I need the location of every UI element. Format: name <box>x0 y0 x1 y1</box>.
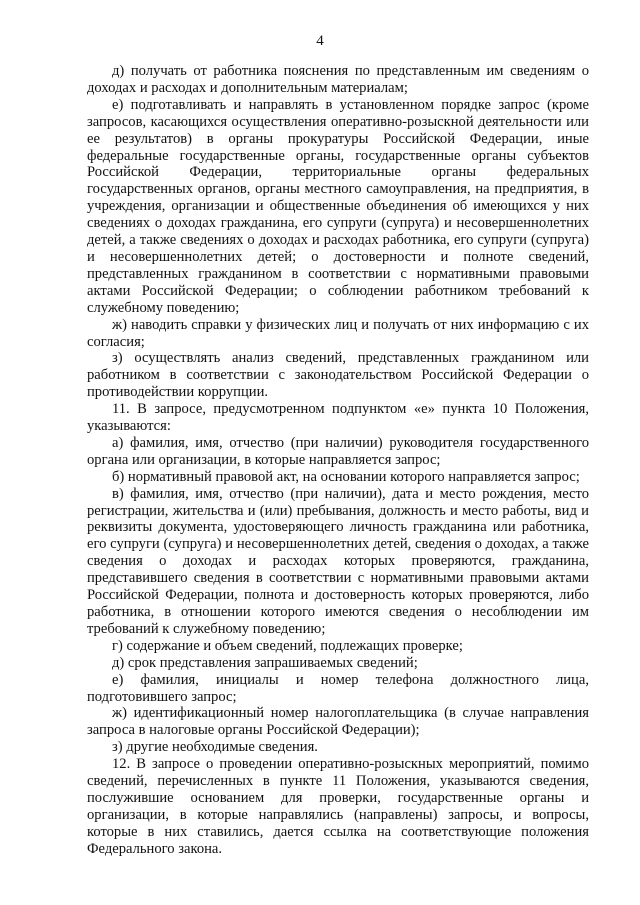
document-body <box>87 63 589 858</box>
paragraph-11z: з) другие необходимые сведения. <box>112 739 318 756</box>
paragraph-11b: б) нормативный правовой акт, на основании которого направляется запрос; <box>112 468 580 485</box>
paragraph-11e: е) фамилия, инициалы и номер телефона должностного лица, подготовившего запрос; <box>87 671 589 705</box>
paragraph-10zh: ж) наводить справки у физических лиц и получать от них информацию с их согласия; <box>87 316 589 350</box>
paragraph-11zh: ж) идентификационный номер налогоплательщика (в случае направления запроса в налоговые органы Российской Федерации); <box>87 705 589 739</box>
page-number: 4 <box>316 33 324 49</box>
paragraph-11a: а) фамилия, имя, отчество (при наличии) руководителя государственного органа или организации, в которые направляется запрос; <box>87 434 589 468</box>
paragraph-11g: г) содержание и объем сведений, подлежащих проверке; <box>112 637 463 654</box>
paragraph-11d: д) срок представления запрашиваемых сведений; <box>112 654 418 671</box>
paragraph-10z: з) осуществлять анализ сведений, представленных гражданином или работником в соответствии с законодательством Российской Федерации о противодействии коррупции. <box>87 350 589 401</box>
paragraph-11: 11. В запросе, предусмотренном подпунктом «е» пункта 10 Положения, указываются: <box>87 401 589 435</box>
paragraph-10e: е) подготавливать и направлять в установленном порядке запрос (кроме запросов, касающихся осуществления оперативно-розыскной деятельности или ее результатов) в органы прокуратуры Российской Федерации, иные федеральные государственные органы, государственные органы субъектов Российской Федерации, территориальные органы федеральных государственных органов, органы местного самоуправления, на предприятия, в учреждения, организации и общественные объединения об имеющихся у них сведениях о доходах гражданина, его супруги (супруга) и несовершеннолетних детей, а также сведениях о доходах и расходах работника, его супруги (супруга) и несовершеннолетних детей; о достоверности и полноте сведений, представленных гражданином в соответствии с нормативными правовыми актами Российской Федерации; о соблюдении работником требований к служебному поведению; <box>87 96 589 316</box>
paragraph-12: 12. В запросе о проведении оперативно-розыскных мероприятий, помимо сведений, перечисленных в пункте 11 Положения, указываются сведения, послужившие основанием для проверки, государственные органы и организации, в которые направлялись (направлены) запросы, и вопросы, которые в них ставились, дается ссылка на соответствующие положения Федерального закона. <box>87 756 589 857</box>
paragraph-11v: в) фамилия, имя, отчество (при наличии), дата и место рождения, место регистрации, жительства и (или) пребывания, должность и место работы, вид и реквизиты документа, удостоверяющего личность гражданина или работника, его супруги (супруга) и несовершеннолетних детей, сведения о доходах, а также сведения о доходах и расходах которых проверяются, гражданина, представившего сведения в соответствии с нормативными правовыми актами Российской Федерации, полнота и достоверность которых проверяются, либо работника, в отношении которого имеются сведения о несоблюдении им требований к служебному поведению; <box>87 485 589 637</box>
paragraph-10d: д) получать от работника пояснения по представленным им сведениям о доходах и расходах и дополнительным материалам; <box>87 63 589 96</box>
